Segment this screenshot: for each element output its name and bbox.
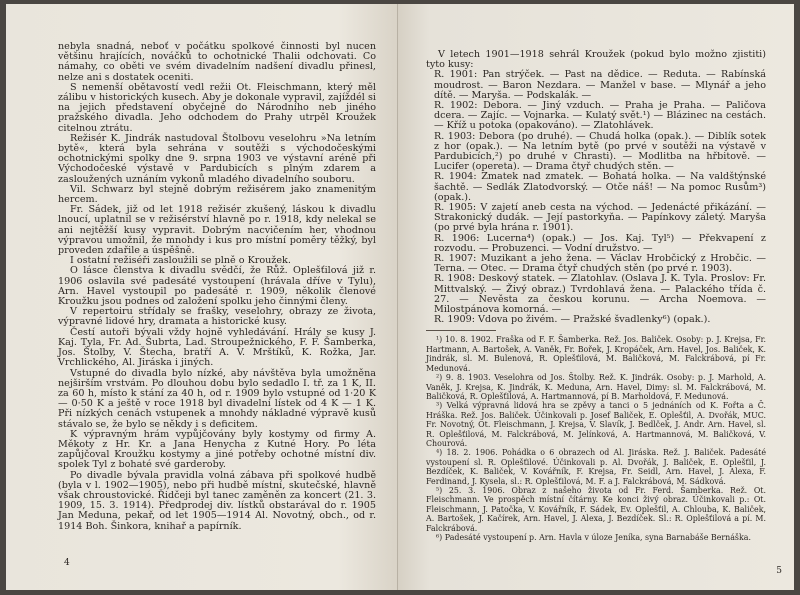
footnotes bbox=[426, 335, 766, 542]
footnote: ³) Velká výpravná lidová hra se zpěvy a tanci o 5 jednáních od K. Fořta a Č. Hráška. Rež. Jos. Baliček. Účinkovali p. Josef Baliček, E. Oplešťil, A. Dvořák, MUC. Fr. Novotný, Ot. Fleischmann, J. Krejsa, V. Slavík, J. Bedlček, J. Andr. Arn. Havel, sl. R. Oplešťilová, M. Falckrábová, M. Jelínková, A. Hartmannová, M. Baličková, V. Chourová. bbox=[426, 401, 766, 448]
paragraph: V repertoiru střídaly se frašky, veselohry, obrazy ze života, výpravné lidové hry, dramata a historické kusy. bbox=[58, 306, 376, 328]
footnote: ¹) 10. 8. 1902. Fraška od F. F. Šamberka. Rež. Jos. Baliček. Osoby: p. J. Krejsa, Fr. Hartmann, A. Bartošek, A. Vaněk, Fr. Bořek, J. Kropáček, Arn. Havel, Jos. Baliček, K. Jindrák, sl. M. Bulenová, R. Oplešťilová, M. Baličková, M. Falckrábová, pí Fr. Medunová. bbox=[426, 335, 766, 373]
book-spread bbox=[6, 4, 794, 590]
left-page bbox=[6, 4, 398, 590]
paragraph: Fr. Sádek, již od let 1918 režisér zkušený, láskou k divadlu lnoucí, uplatnil se v režisérství hlavně po r. 1918, kdy nelekal se ani nejtěžší kusy vypravit. Dobrým nacvičením her, vhodnou výpravou umožnil, že mnohdy i kus pro místní poměry těžký, byl proveden zdařile a úspěšně. bbox=[58, 204, 376, 257]
paragraph: Vstupné do divadla bylo nízké, aby návštěva byla umožněna nejširším vrstvám. Po dlouhou dobu bylo sedadlo I. tř. za 1 K, II. za 60 h, místo k stání za 40 h, od r. 1909 bylo vstupné od 1·20 K — 0·50 K a ještě v roce 1918 byl divadelní lístek od 4 K — 1 K. Při nízkých cenách vstupenek a mnohdy nákladné výpravě kusů stávalo se, že bylo se někdy i s deficitem. bbox=[58, 367, 376, 430]
repertoire-year: R. 1901: Pan strýček. — Past na dědice. — Reduta. — Rabínská moudrost. — Baron Nezdara. — Manžel v base. — Mlynář a jeho dítě. — Maryša. — Podskalák. — bbox=[434, 69, 766, 101]
repertoire-year: R. 1905: V zajetí aneb cesta na východ. — Jedenácté přikázání. — Strakonický dudák. — Její pastorkyňa. — Papínkovy záletý. Maryša (po prvé byla hrána r. 1901). bbox=[434, 202, 766, 234]
footnote: ⁴) 18. 2. 1906. Pohádka o 6 obrazech od Al. Jiráska. Rež. J. Baliček. Padesáté vystoupení sl. R. Oplešťilové. Účinkovali p. Al. Dvořák, J. Baliček, E. Oplešťil, J. Bezdíček, K. Baliček, V. Kovářník, F. Krejsa, Fr. Seidl, Arn. Havel, J. Alexa, F. Ferdinand, J. Kysela, sl.: R. Oplešťilová, M. F. a J. Falckrábová, M. Sádková. bbox=[426, 448, 766, 486]
repertoire-year: R. 1908: Deskový statek. — Zlatohlav. (Oslava J. K. Tyla. Proslov: Fr. Mittvalský. — Živý obraz.) Tvrdohlavá žena. — Palackého třída č. 27. — Nevěsta za českou korunu. — Archa Noemova. — Milostpánova komorná. — bbox=[434, 273, 766, 316]
repertoire-year: R. 1907: Muzikant a jeho žena. — Václav Hrobčický z Hrobčic. — Terna. — Otec. — Drama čtyř chudých stěn (po prvé r. 1903). bbox=[434, 253, 766, 275]
paragraph: Po divadle bývala pravidla volná zábava při spolkové hudbě (byla v l. 1902—1905), nebo při hudbě místní, skutečské, hlavně však chroustovické. Řidčeji byl tanec zaměněn za koncert (21. 3. 1909, 15. 3. 1914). Předprodej div. lístků obstarával do r. 1905 Jan Meduna, pekař, od let 1905—1914 Al. Novotný, obch., od r. 1914 Boh. Šinkora, knihař a papírník. bbox=[58, 469, 376, 532]
footnote-divider bbox=[426, 330, 496, 331]
paragraph: Vil. Schwarz byl stejně dobrým režisérem jako znamenitým hercem. bbox=[58, 183, 376, 206]
footnote: ⁶) Padesáté vystoupení p. Arn. Havla v úloze Jeníka, syna Barnabáše Bernáška. bbox=[436, 533, 751, 543]
left-page-text bbox=[58, 42, 376, 532]
paragraph: S nemenší obětavostí vedl režii Ot. Fleischmann, který měl zálibu v historických kusech. Aby je dokonale vypravil, zajíždél si na jejich představení obyčejně do Národního neb jiného pražského divadla. Jeho odchodem do Prahy utrpěl Kroužek citelnou ztrátu. bbox=[58, 81, 376, 134]
repertoire-year: R. 1902: Debora. — Jiný vzduch. — Praha je Praha. — Paličova dcera. — Zajíc. — Vojnarka. — Kulatý svět.¹) — Blázinec na cestách. — Kříž u potoka (opakováno). — Zlatohlávek. bbox=[434, 100, 766, 132]
paragraph: nebyla snadná, neboť v počátku spolkové činnosti byl nucen většinu hrajících, nováčků to ochotnické Thalii odchovati. Co námahy, co oběti ve svém divadelním nadšení divadlu přinesl, nelze ani s dostatek oceniti. bbox=[58, 41, 376, 83]
repertoire-year: R. 1906: Lucerna⁴) (opak.) — Jos. Kaj. Tyl⁵) — Překvapení z rozvodu. — Probuzenci. — Vodní družstvo. — bbox=[434, 232, 766, 254]
paragraph: I ostatní režiséři zasloužili se plně o Kroužek. bbox=[70, 255, 291, 267]
footnote: ⁵) 25. 3. 1906. Obraz z našeho života od Fr. Ferd. Šamberka. Rež. Ot. Fleischmann. Ve prospěch místní čítárny. Ke konci živý obraz. Účinkovali p.: Ot. Fleischmann, J. Patočka, V. Kovářník, F. Sádek, Ev. Oplešťil, A. Chlouba, K. Baliček, A. Bartošek, J. Kačírek, Arn. Havel, J. Alexa, J. Bezdíček. Sl.: R. Oplešťilová a pí. M. Falckrábová. bbox=[426, 485, 766, 533]
paragraph: K výpravným hrám vypůjčovány byly kostymy od firmy A. Měkoty z Hr. Kr. a Jana Henycha z Kutné Hory. Po léta zapůjčoval Kroužku kostymy a jiné potřeby ochotné místní div. spolek Tyl z bohaté své garderoby. bbox=[58, 428, 376, 471]
paragraph: O lásce členstva k divadlu svědčí, že Růž. Oplešťilová již r. 1906 oslavila své padesáté vystoupení (hrávala dříve v Tylu), Arn. Havel vystoupil po padesáté r. 1909, několik členové Kroužku jsou podnes od založení spolku jeho činnými členy. bbox=[58, 265, 376, 308]
page-number: 4 bbox=[64, 558, 70, 568]
footnote: ²) 9. 8. 1903. Veselohra od Jos. Štolby. Rež. K. Jindrák. Osoby: p. J. Marhold, A. Vaněk, J. Krejsa, K. Jindrák, K. Meduna, Arn. Havel, Dimy: sl. M. Falckrábová, M. Baličková, R. Oplešťilová, A. Hartmannová, pí B. Marholdová, F. Medunová. bbox=[426, 373, 766, 401]
repertoire-year: R. 1909: Vdova po živém. — Pražské švadlenky⁶) (opak.). bbox=[434, 314, 711, 326]
repertoire-intro: V letech 1901—1918 sehrál Kroužek (pokud bylo možno zjistiti) tyto kusy: bbox=[426, 49, 766, 71]
paragraph: Čestí autoři bývali vždy hojně vyhledávání. Hrály se kusy J. Kaj. Tyla, Fr. Ad. Šubrta, Lad. Stroupežnického, F. F. Šamberka, Jos. Štolby, V. Štecha, bratří A. V. Mrštíků, K. Rožka, Jar. Vrchlického, Al. Jiráska i jiných. bbox=[58, 326, 376, 369]
repertoire-year: R. 1903: Debora (po druhé). — Chudá holka (opak.). — Diblík sotek z hor (opak.). — Na letním bytě (po prvé v soutěži na výstavě v Pardubicích,²) po druhé v Chrasti). — Modlitba na hřbitově. — Lucifer (opereta). — Drama čtyř chudých stěn. — bbox=[434, 130, 766, 173]
right-page-text bbox=[426, 50, 766, 542]
paragraph: Režisér K. Jindrák nastudoval Štolbovu veselohru »Na letním bytě«, která byla sehrána v soutěži s východočeskými ochotnickými spolky dne 9. srpna 1903 ve výstavní aréně při Východočeské výstavě v Pardubicích s plným zdarem a zasloužených uznáním vykonů mladého divadelního souboru. bbox=[58, 132, 376, 185]
repertoire-year: R. 1904: Zmatek nad zmatek. — Bohatá holka. — Na valdštýnské šachtě. — Sedlák Zlatodvorský. — Otče náš! — Na pomoc Rusům³) (opak.). bbox=[434, 171, 766, 203]
page-number: 5 bbox=[776, 566, 782, 576]
right-page bbox=[398, 4, 794, 590]
